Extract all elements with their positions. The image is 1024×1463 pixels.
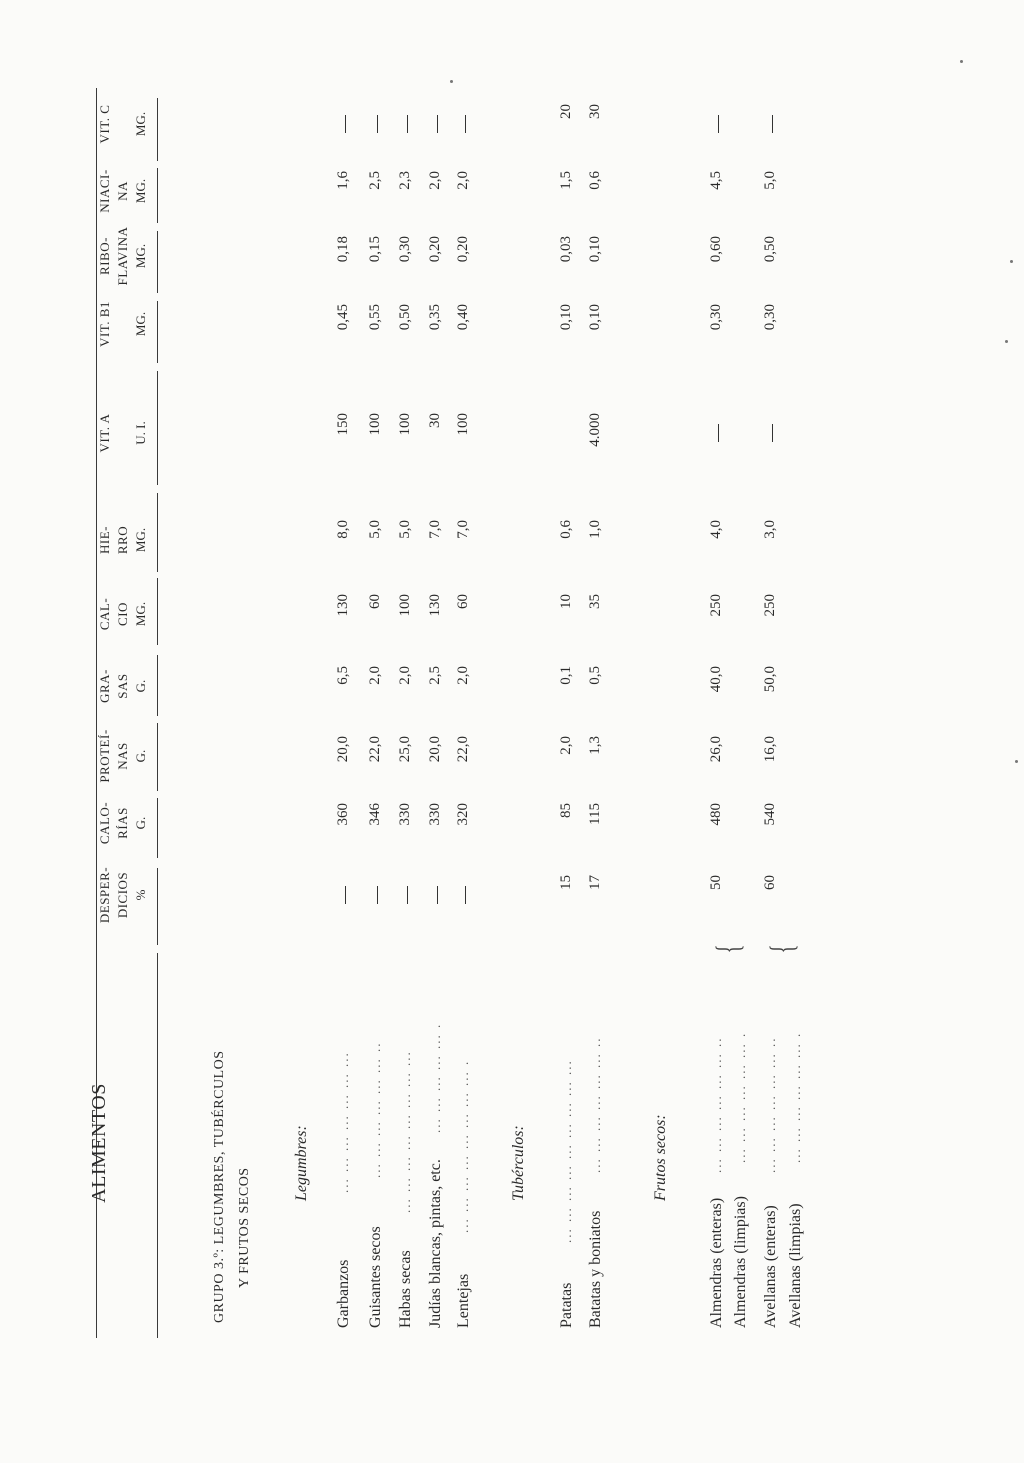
column-header-1: CALO-: [97, 801, 112, 845]
cell-value: 2,0: [558, 736, 574, 755]
row-name: Judías blancas, pintas, etc.: [427, 1159, 444, 1328]
brace-almendras: {: [710, 944, 747, 954]
column-header-1-line2: RÍAS: [115, 807, 130, 839]
header-rule-col-6: [157, 371, 158, 485]
cell-value: 2,0: [367, 666, 383, 685]
cell-value: 0,40: [455, 304, 471, 331]
cell-value: 85: [558, 803, 574, 818]
cell-value: 130: [427, 594, 443, 617]
cell-value: 35: [587, 594, 603, 609]
cell-value: 0,55: [367, 304, 383, 331]
cell-value: 115: [587, 803, 603, 825]
row-name: Garbanzos: [335, 1259, 352, 1328]
cell-value: 7,0: [455, 520, 471, 539]
dash-mark: [345, 886, 346, 904]
cell-value: 30: [427, 413, 443, 428]
leader-dots: ... ... ... ... ... ... .: [788, 1031, 803, 1163]
cell-value: 346: [367, 803, 383, 826]
cell-value: 20: [558, 104, 574, 119]
header-rule-col-8: [157, 231, 158, 293]
group-title-line1: GRUPO 3.º: LEGUMBRES, TUBÉRCULOS: [212, 1050, 227, 1323]
cell-value: 5,0: [762, 171, 778, 190]
cell-value: 1,6: [335, 171, 351, 190]
cell-value: 0,20: [455, 236, 471, 263]
cell-value: 0,03: [558, 236, 574, 263]
cell-value: 4,0: [708, 520, 724, 539]
cell-value: 6,5: [335, 666, 351, 685]
dash-mark: [772, 115, 773, 133]
dash-mark: [718, 424, 719, 442]
cell-value: 20,0: [335, 736, 351, 763]
cell-value: 330: [427, 803, 443, 826]
header-rule-col-9: [157, 168, 158, 223]
cell-value: 10: [558, 594, 574, 609]
cell-value: 100: [397, 413, 413, 436]
leader-dots: ... ... ... ... ... ... ..: [368, 1041, 383, 1178]
cell-value: 0,15: [367, 236, 383, 263]
dash-mark: [772, 424, 773, 442]
column-header-8-line2: FLAVINA: [115, 226, 130, 286]
cell-value: 2,5: [367, 171, 383, 190]
row-name: Habas secas: [397, 1250, 414, 1328]
section-title-0: Legumbres:: [293, 1125, 310, 1201]
cell-value: 50: [708, 875, 724, 890]
cell-value: 1,0: [587, 520, 603, 539]
dash-mark: [345, 115, 346, 133]
cell-value: 130: [335, 594, 351, 617]
cell-value: 0,20: [427, 236, 443, 263]
cell-value: 0,45: [335, 304, 351, 331]
cell-value: 1,5: [558, 171, 574, 190]
column-header-7: VIT. B1: [97, 301, 112, 347]
cell-value: 0,10: [558, 304, 574, 331]
scan-speck: [1010, 260, 1013, 263]
row-name: Lentejas: [455, 1273, 472, 1328]
dash-mark: [465, 886, 466, 904]
dash-mark: [377, 886, 378, 904]
column-header-5: HIE-: [97, 526, 112, 554]
cell-value: 0,10: [587, 236, 603, 263]
scan-speck: [960, 60, 963, 63]
column-unit-7: MG.: [133, 311, 148, 337]
column-header-6: VIT. A: [97, 413, 112, 453]
cell-value: 3,0: [762, 520, 778, 539]
section-title-1: Tubérculos:: [510, 1125, 527, 1201]
cell-value: 250: [708, 594, 724, 617]
cell-value: 2,0: [397, 666, 413, 685]
column-header-2-line2: NAS: [115, 742, 130, 770]
leader-dots: ... ... ... ... ... ... ..: [588, 1036, 603, 1173]
row-name: Batatas y boniatos: [587, 1210, 604, 1328]
leader-dots: ... ... ... ... ... ... .: [733, 1031, 748, 1163]
scan-speck: [1005, 340, 1008, 343]
column-header-4: CAL-: [97, 597, 112, 631]
column-header-0: DESPER-: [97, 866, 112, 924]
group-title-line2: Y FRUTOS SECOS: [237, 1167, 252, 1288]
cell-value: 250: [762, 594, 778, 617]
row-name: Guisantes secos: [367, 1226, 384, 1328]
cell-value: 60: [367, 594, 383, 609]
cell-value: 7,0: [427, 520, 443, 539]
cell-value: 0,30: [762, 304, 778, 331]
cell-value: 480: [708, 803, 724, 826]
cell-value: 150: [335, 413, 351, 436]
cell-value: 0,1: [558, 666, 574, 685]
row-name: Patatas: [558, 1282, 575, 1328]
column-unit-8: MG.: [133, 243, 148, 269]
cell-value: 26,0: [708, 736, 724, 763]
cell-value: 2,0: [427, 171, 443, 190]
row-name: Almendras (enteras): [708, 1197, 725, 1328]
header-rule-col-1: [157, 798, 158, 858]
cell-value: 540: [762, 803, 778, 826]
cell-value: 50,0: [762, 666, 778, 693]
row-name: Almendras (limpias): [732, 1196, 749, 1328]
column-header-0-line2: DICIOS: [115, 871, 130, 919]
cell-value: 5,0: [397, 520, 413, 539]
column-header-3: GRA-: [97, 669, 112, 703]
header-rule-alimentos: [157, 953, 158, 1338]
cell-value: 16,0: [762, 736, 778, 763]
cell-value: 0,50: [762, 236, 778, 263]
leader-dots: ... ... ... ... ... ... ..: [709, 1036, 724, 1173]
cell-value: 0,30: [397, 236, 413, 263]
cell-value: 100: [367, 413, 383, 436]
cell-value: 360: [335, 803, 351, 826]
dash-mark: [437, 115, 438, 133]
column-unit-9: MG.: [133, 178, 148, 204]
header-rule-col-7: [157, 301, 158, 363]
column-unit-1: G.: [133, 816, 148, 830]
cell-value: 30: [587, 104, 603, 119]
header-alimentos: ALIMENTOS: [88, 1083, 110, 1203]
cell-value: 0,35: [427, 304, 443, 331]
column-header-4-line2: CIO: [115, 602, 130, 626]
scan-speck: [450, 80, 453, 83]
column-unit-2: G.: [133, 749, 148, 763]
cell-value: 1,3: [587, 736, 603, 755]
column-header-8: RIBO-: [97, 237, 112, 275]
cell-value: 20,0: [427, 736, 443, 763]
column-unit-4: MG.: [133, 601, 148, 627]
dash-mark: [718, 115, 719, 133]
column-header-10: VIT. C: [97, 104, 112, 144]
cell-value: 0,18: [335, 236, 351, 263]
dash-mark: [407, 886, 408, 904]
cell-value: 0,50: [397, 304, 413, 331]
header-rule-col-10: [157, 98, 158, 161]
column-unit-3: G.: [133, 679, 148, 693]
header-rule-col-3: [157, 655, 158, 716]
brace-avellanas: {: [764, 944, 801, 954]
cell-value: 0,30: [708, 304, 724, 331]
cell-value: 22,0: [455, 736, 471, 763]
cell-value: 100: [455, 413, 471, 436]
column-header-9: NIACI-: [97, 169, 112, 213]
column-header-2: PROTEÍ-: [97, 729, 112, 783]
header-rule-col-2: [157, 723, 158, 791]
scan-speck: [1015, 760, 1018, 763]
cell-value: 22,0: [367, 736, 383, 763]
cell-value: 0,6: [587, 171, 603, 190]
section-title-2: Frutos secos:: [652, 1114, 669, 1201]
cell-value: 2,0: [455, 666, 471, 685]
header-rule-col-0: [157, 868, 158, 945]
column-unit-6: U. I.: [133, 421, 148, 445]
cell-value: 0,6: [558, 520, 574, 539]
cell-value: 0,5: [587, 666, 603, 685]
leader-dots: ... ... ... ... ... ... ... ... ...: [559, 1059, 574, 1243]
header-rule-col-5: [157, 493, 158, 572]
cell-value: 2,5: [427, 666, 443, 685]
dash-mark: [377, 115, 378, 133]
cell-value: 25,0: [397, 736, 413, 763]
column-header-5-line2: RRO: [115, 525, 130, 555]
cell-value: 60: [762, 875, 778, 890]
column-header-9-line2: NA: [115, 181, 130, 201]
cell-value: 0,10: [587, 304, 603, 331]
cell-value: 4.000: [587, 413, 603, 447]
cell-value: 4,5: [708, 171, 724, 190]
cell-value: 320: [455, 803, 471, 826]
cell-value: 0,60: [708, 236, 724, 263]
cell-value: 2,3: [397, 171, 413, 190]
leader-dots: ... ... ... ... ... ... ...: [336, 1051, 351, 1193]
cell-value: 100: [397, 594, 413, 617]
cell-value: 40,0: [708, 666, 724, 693]
cell-value: 2,0: [455, 171, 471, 190]
cell-value: 330: [397, 803, 413, 826]
leader-dots: ... ... ... ... ... ... ... ... .: [456, 1059, 471, 1233]
cell-value: 5,0: [367, 520, 383, 539]
dash-mark: [437, 886, 438, 904]
leader-dots: ... ... ... ... ... ... ... ...: [398, 1050, 413, 1213]
column-unit-10: MG.: [133, 111, 148, 137]
column-unit-5: MG.: [133, 527, 148, 553]
leader-dots: ... ... ... ... ... .: [428, 1022, 443, 1133]
cell-value: 15: [558, 875, 574, 890]
leader-dots: ... ... ... ... ... ... ..: [763, 1036, 778, 1173]
dash-mark: [407, 115, 408, 133]
row-name: Avellanas (limpias): [787, 1203, 804, 1328]
column-header-3-line2: SAS: [115, 673, 130, 699]
column-unit-0: %: [133, 889, 148, 901]
row-name: Avellanas (enteras): [762, 1205, 779, 1328]
dash-mark: [465, 115, 466, 133]
cell-value: 8,0: [335, 520, 351, 539]
cell-value: 17: [587, 875, 603, 890]
header-rule-col-4: [157, 578, 158, 645]
cell-value: 60: [455, 594, 471, 609]
